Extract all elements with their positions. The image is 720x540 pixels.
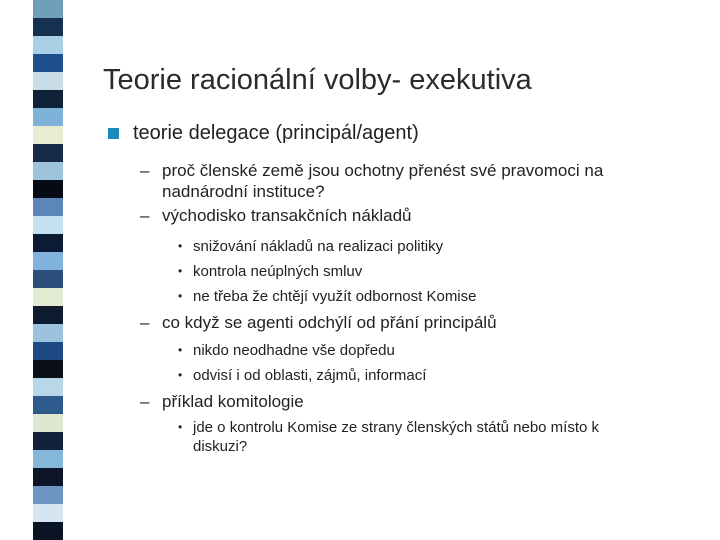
stripe-segment: [33, 342, 63, 360]
dot-marker: •: [178, 420, 183, 434]
stripe-segment: [33, 0, 63, 18]
stripe-segment: [33, 216, 63, 234]
stripe-segment: [33, 90, 63, 108]
sub-sub-bullet: [178, 287, 668, 306]
stripe-segment: [33, 162, 63, 180]
stripe-segment: [33, 252, 63, 270]
sub-bullet: [140, 312, 668, 333]
sub-sub-bullet-text: ne třeba že chtějí využít odbornost Komise: [193, 288, 477, 305]
square-bullet-icon: [108, 128, 119, 139]
sub-bullet-text: východisko transakčních nákladů: [162, 206, 412, 225]
stripe-segment: [33, 108, 63, 126]
main-bullet: [108, 120, 668, 146]
stripe-segment: [33, 234, 63, 252]
stripe-segment: [33, 396, 63, 414]
sub-bullet: [140, 391, 668, 412]
sub-sub-bullet-text: kontrola neúplných smluv: [193, 263, 363, 280]
sub-bullet: [140, 160, 668, 202]
stripe-segment: [33, 144, 63, 162]
stripe-segment: [33, 468, 63, 486]
stripe-segment: [33, 450, 63, 468]
stripe-segment: [33, 414, 63, 432]
slide-content: [108, 120, 668, 456]
sub-sub-bullet-text: nikdo neodhadne vše dopředu: [193, 342, 395, 359]
stripe-segment: [33, 504, 63, 522]
stripe-segment: [33, 522, 63, 540]
stripe-segment: [33, 18, 63, 36]
stripe-segment: [33, 288, 63, 306]
stripe-segment: [33, 324, 63, 342]
dot-marker: •: [178, 289, 183, 303]
sub-bullet-text: proč členské země jsou ochotny přenést své pravomoci na nadnárodní instituce?: [162, 161, 604, 201]
stripe-segment: [33, 54, 63, 72]
stripe-segment: [33, 306, 63, 324]
sub-sub-bullet: [178, 341, 668, 360]
stripe-segment: [33, 486, 63, 504]
dash-marker: –: [140, 206, 150, 225]
sub-sub-bullet: [178, 366, 668, 385]
sub-bullet-text: příklad komitologie: [162, 392, 304, 411]
sub-bullet-text: co když se agenti odchýlí od přání principálů: [162, 313, 497, 332]
sub-sub-bullet-text: jde o kontrolu Komise ze strany členských států nebo místo k diskuzi?: [193, 419, 600, 455]
sub-sub-bullet: [178, 262, 668, 281]
dot-marker: •: [178, 264, 183, 278]
main-bullet-text: teorie delegace (principál/agent): [133, 122, 419, 144]
sub-sub-bullet: [178, 418, 668, 456]
stripe-segment: [33, 198, 63, 216]
sub-sub-bullet-text: snižování nákladů na realizaci politiky: [193, 238, 444, 255]
dot-marker: •: [178, 343, 183, 357]
stripe-segment: [33, 360, 63, 378]
sub-bullet: [140, 205, 668, 226]
dash-marker: –: [140, 161, 150, 180]
dash-marker: –: [140, 313, 150, 332]
stripe-segment: [33, 180, 63, 198]
sub-sub-bullet-text: odvisí i od oblasti, zájmů, informací: [193, 367, 427, 384]
dot-marker: •: [178, 368, 183, 382]
stripe-segment: [33, 270, 63, 288]
decorative-stripe-bar: [33, 0, 63, 540]
stripe-segment: [33, 72, 63, 90]
stripe-segment: [33, 126, 63, 144]
stripe-segment: [33, 378, 63, 396]
dash-marker: –: [140, 392, 150, 411]
slide-title: Teorie racionální volby- exekutiva: [103, 64, 532, 96]
sub-sub-bullet: [178, 237, 668, 256]
stripe-segment: [33, 432, 63, 450]
stripe-segment: [33, 36, 63, 54]
dot-marker: •: [178, 239, 183, 253]
